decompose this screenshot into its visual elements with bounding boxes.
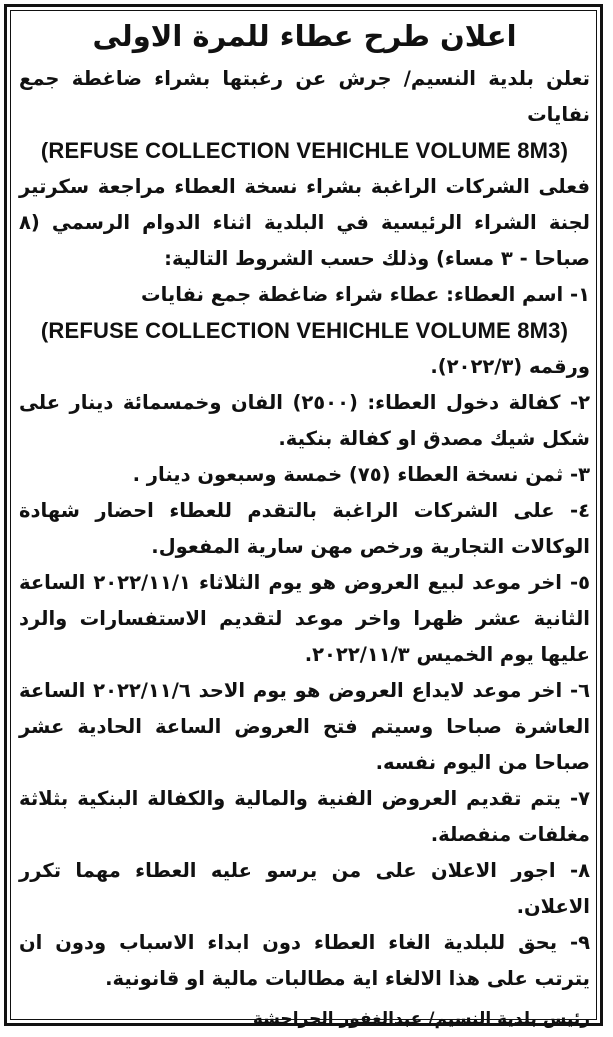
condition-2: ٢- كفالة دخول العطاء: (٢٥٠٠) الفان وخمسمائة دينار على شكل شيك مصدق او كفالة بنكية. [19, 391, 590, 450]
condition-4: ٤- على الشركات الراغبة بالتقدم للعطاء احضار شهادة الوكالات التجارية ورخص مهن سارية المفعول. [19, 499, 590, 558]
signature: رئيس بلدية النسيم/ عبدالغفور الحراحشة [252, 1009, 590, 1029]
condition-1-latin: (REFUSE COLLECTION VEHICHLE VOLUME 8M3) [40, 318, 569, 343]
intro-latin-text: (REFUSE COLLECTION VEHICHLE VOLUME 8M3) [40, 138, 569, 163]
condition-3: ٣- ثمن نسخة العطاء (٧٥) خمسة وسبعون دينار . [132, 463, 590, 486]
announcement-body [19, 13, 590, 1037]
condition-1-number: ورقمه (٢٠٢٢/٣). [430, 355, 590, 378]
condition-9: ٩- يحق للبلدية الغاء العطاء دون ابداء الاسباب ودون ان يترتب على هذا الالغاء اية مطالبات مالية او قانونية. [19, 931, 590, 990]
condition-5: ٥- اخر موعد لبيع العروض هو يوم الثلاثاء ٢٠٢٢/١١/١ الساعة الثانية عشر ظهرا واخر موعد لتقديم الاستفسارات والرد عليها يوم الخميس ٢٠٢٢/١١/٣. [19, 571, 590, 666]
condition-1: ١- اسم العطاء: عطاء شراء ضاغطة جمع نفايات [140, 283, 590, 306]
condition-8: ٨- اجور الاعلان على من يرسو عليه العطاء مهما تكرر الاعلان. [19, 859, 590, 918]
condition-7: ٧- يتم تقديم العروض الفنية والمالية والكفالة البنكية بثلاثة مغلفات منفصلة. [19, 787, 590, 846]
announcement-frame [4, 4, 603, 1029]
intro-text: تعلن بلدية النسيم/ جرش عن رغبتها بشراء ضاغطة جمع نفايات [19, 67, 590, 126]
announcement-title: اعلان طرح عطاء للمرة الاولى [92, 19, 517, 53]
intro-conditions-text: فعلى الشركات الراغبة بشراء نسخة العطاء مراجعة سكرتير لجنة الشراء الرئيسية في البلدية اثناء الدوام الرسمي (٨ صباحا - ٣ مساء) وذلك حسب الشروط التالية: [19, 175, 590, 270]
condition-6: ٦- اخر موعد لايداع العروض هو يوم الاحد ٢٠٢٢/١١/٦ الساعة العاشرة صباحا وسيتم فتح العروض الساعة الحادية عشر صباحا من اليوم نفسه. [19, 679, 590, 774]
